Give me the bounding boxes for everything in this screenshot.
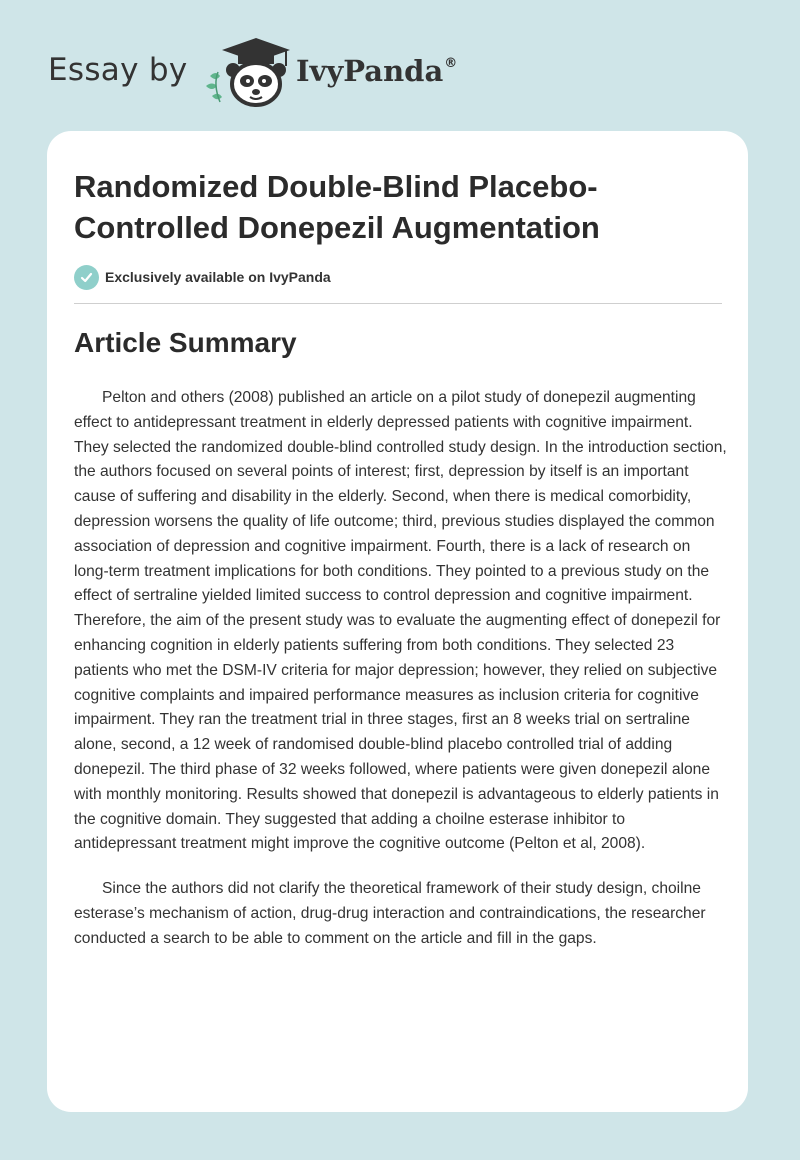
paragraph: Pelton and others (2008) published an article on a pilot study of donepezil augmenting effect to antidepressant treatment in elderly depressed patients with cognitive impairment. They selected the randomized double-blind controlled study design. In the introduction section, the authors focused on several points of interest; first, depression by itself is an important cause of suffering and disability in the elderly. Second, when there is medical comorbidity, depression worsens the quality of life outcome; third, previous studies displayed the common association of depression and cognitive impairment. Fourth, there is a lack of research on long-term treatment implications for both conditions. They pointed to a previous study on the effect of sertraline yielded limited success to control depression and cognitive impairment. Therefore, the aim of the present study was to evaluate the augmenting effect of donepezil for enhancing cognition in elderly patients suffering from both conditions. They selected 23 patients who met the DSM-IV criteria for major depression; however, they relied on subjective cognitive complaints and impaired performance measures as inclusion criteria for cognitive impairment. They ran the treatment trial in three stages, first an 8 weeks trial on sertraline alone, second, a 12 week of randomised double-blind placebo controlled trial of adding donepezil. The third phase of 32 weeks followed, where patients were given donepezil alone with monthly monitoring. Results showed that donepezil is advantageous to elderly patients in the cognitive domain. They suggested that adding a choilne esterase inhibitor to antidepressant treatment might improve the cognitive outcome (Pelton et al, 2008).	[74, 389, 727, 853]
registered-mark: ®	[444, 56, 458, 71]
exclusive-label: Exclusively available on IvyPanda	[105, 269, 331, 285]
section-heading: Article Summary	[74, 327, 297, 358]
check-icon	[74, 265, 99, 290]
article-body	[74, 386, 728, 972]
article-card	[47, 131, 748, 1112]
exclusive-badge	[74, 264, 331, 290]
panda-logo-icon[interactable]	[202, 36, 294, 108]
brand-name[interactable]: IvyPanda®	[296, 54, 458, 88]
divider	[74, 303, 722, 304]
page-title: Randomized Double-Blind Placebo-Controlled Donepezil Augmentation	[74, 169, 600, 245]
ivy-leaf-icon	[206, 72, 222, 102]
essay-by-label: Essay by	[48, 52, 188, 88]
site-header	[48, 36, 548, 108]
paragraph: Since the authors did not clarify the theoretical framework of their study design, choilne esterase’s mechanism of action, drug-drug interaction and contraindications, the researcher conducted a search to be able to comment on the article and fill in the gaps.	[74, 880, 706, 947]
